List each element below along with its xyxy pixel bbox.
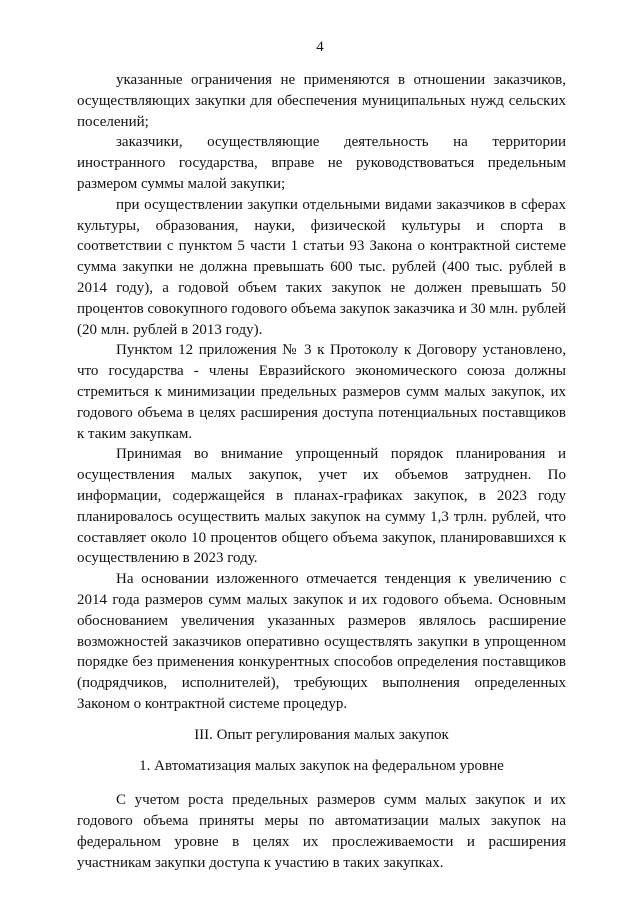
paragraph: На основании изложенного отмечается тенденция к увеличению с 2014 года размеров сумм малых закупок и их годового объема. Основным обоснованием увеличения указанных размеров являлось расширение возможностей заказчиков оперативно осуществлять закупки в упрощенном порядке без применения конкурентных способов определения поставщиков (подрядчиков, исполнителей), требующих выполнения определенных Законом о контрактной системе процедур.	[77, 571, 566, 712]
section-heading: III. Опыт регулирования малых закупок	[194, 726, 449, 743]
paragraph: заказчики, осуществляющие деятельность на территории иностранного государства, вправе не руководствоваться предельным размером суммы малой закупки;	[77, 134, 566, 192]
paragraph: Пунктом 12 приложения № 3 к Протоколу к Договору установлено, что государства - члены Евразийского экономического союза должны стремиться к минимизации предельных размеров сумм малых закупок, их годового объема в целях расширения доступа потенциальных поставщиков к таким закупкам.	[77, 342, 566, 442]
paragraph: при осуществлении закупки отдельными видами заказчиков в сферах культуры, образования, науки, физической культуры и спорта в соответствии с пунктом 5 части 1 статьи 93 Закона о контрактной системе сумма закупки не должна превышать 600 тыс. рублей (400 тыс. рублей в 2014 году), а годовой объем таких закупок не должен превышать 50 процентов совокупного годового объема закупок заказчика и 30 млн. рублей (20 млн. рублей в 2013 году).	[77, 196, 566, 338]
subsection-heading: 1. Автоматизация малых закупок на федеральном уровне	[139, 757, 504, 774]
paragraph: Принимая во внимание упрощенный порядок планирования и осуществления малых закупок, учет их объемов затруднен. По информации, содержащейся в планах-графиках закупок, в 2023 году планировалось осуществить малых закупок на сумму 1,3 трлн. рублей, что составляет около 10 процентов общего объема закупок, планировавшихся к осуществлению в 2023 году.	[77, 446, 566, 567]
document-body	[77, 70, 566, 873]
paragraph: С учетом роста предельных размеров сумм малых закупок и их годового объема приняты меры по автоматизации малых закупок на федеральном уровне в целях их прослеживаемости и расширения участникам закупки доступа к участию в таких закупках.	[77, 792, 566, 871]
page-number: 4	[316, 39, 324, 55]
paragraph: указанные ограничения не применяются в отношении заказчиков, осуществляющих закупки для обеспечения муниципальных нужд сельских поселений;	[77, 72, 566, 130]
